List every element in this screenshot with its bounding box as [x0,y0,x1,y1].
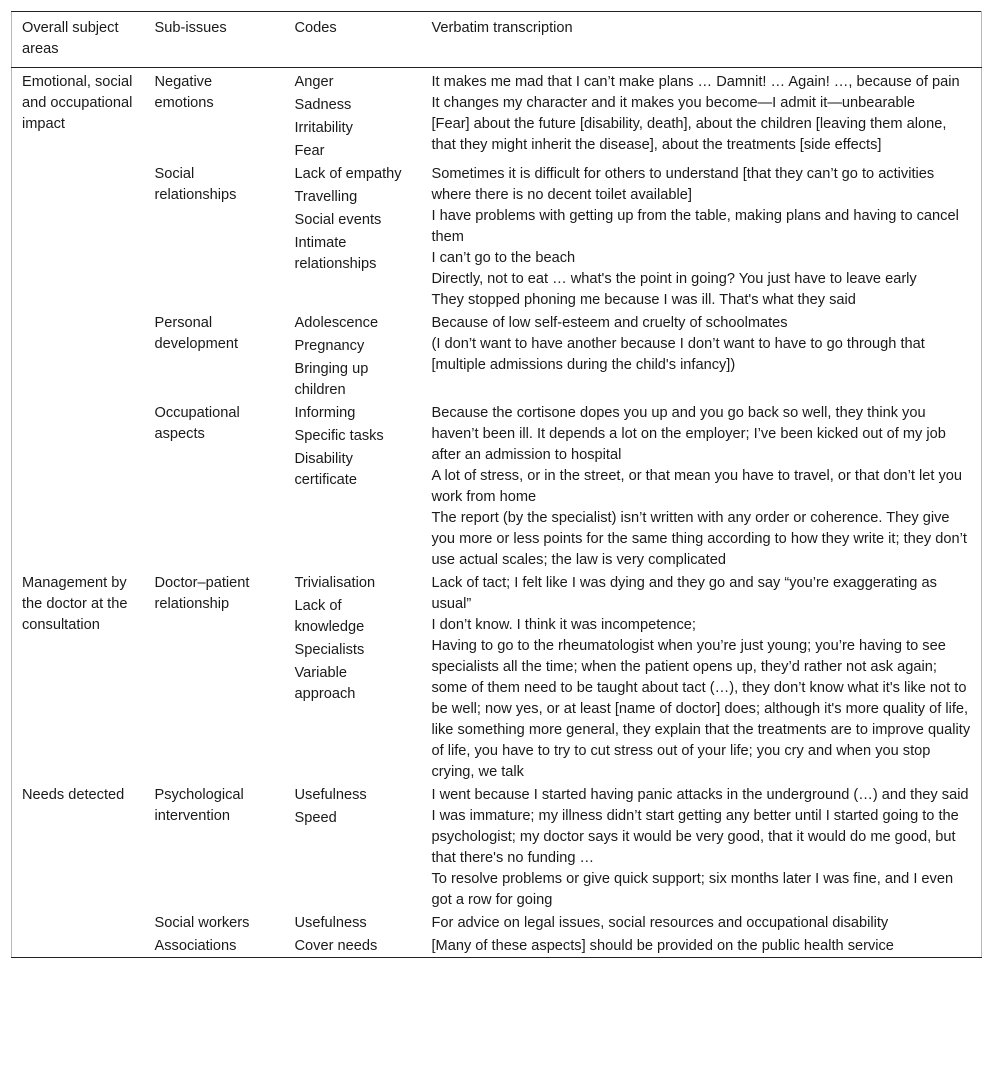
code-item: Disability certificate [294,451,357,488]
quote: The report (by the specialist) isn’t written with any order or coherence. They give you more or less points for the same thing according to how they write it; they don’t use actual scales; the law is very complicated [431,510,967,568]
codes-cell [285,934,422,958]
quote: For advice on legal issues, social resources and occupational disability [431,915,889,931]
table-row [12,934,982,958]
quote: I don’t know. I think it was incompetence; [431,617,696,633]
sub-issue-cell: Social workers [154,915,250,931]
code-item: Lack of knowledge [294,598,365,635]
verbatim-cell [422,571,982,783]
code-item: Pregnancy [294,338,365,354]
quote: [Many of these aspects] should be provided on the public health service [431,938,894,954]
quote: Having to go to the rheumatologist when you’re just young; you’re having to see specialists all the time; when the patient opens up, they’d rather not ask again; some of them need to be taught about tact (…), they don’t know what it's like not to be well; now yes, or at least [name of doctor] does; although it's more quality of life, like something more general, they explain that the treatments are to improve quality of life, you have to try to cut stress out of your life; you cry and when you stop crying, we talk [431,638,971,780]
table-row [12,401,982,571]
quote: I can’t go to the beach [431,250,576,266]
code-item: Intimate relationships [294,235,377,272]
quote: Sometimes it is difficult for others to understand [that they can’t go to activities where there is no decent toilet available] [431,166,935,203]
table-row [12,783,982,911]
table-row [12,68,982,163]
code-item: Variable approach [294,665,356,702]
quote: It makes me mad that I can’t make plans … Damnit! … Again! …, because of pain [431,74,960,90]
code-item: Travelling [294,189,358,205]
verbatim-cell [422,311,982,401]
codes-cell [285,401,422,571]
verbatim-cell [422,783,982,911]
codes-cell [285,911,422,934]
quote: [Fear] about the future [disability, death], about the children [leaving them alone, that they might inherit the disease], about the treatments [side effects] [431,116,947,153]
verbatim-cell [422,68,982,163]
verbatim-cell [422,162,982,311]
sub-issue-cell: Social relationships [154,166,237,203]
sub-issue-cell: Occupational aspects [154,405,240,442]
quote: (I don’t want to have another because I don’t want to have to go through that [multiple admissions during the child's infancy]) [431,336,925,373]
verbatim-cell [422,911,982,934]
quote: A lot of stress, or in the street, or that mean you have to travel, or that don’t let you work from home [431,468,963,505]
sub-issue-cell: Psychological intervention [154,787,244,824]
codes-cell [285,68,422,163]
quote: Lack of tact; I felt like I was dying and they go and say “you’re exaggerating as usual” [431,575,937,612]
quote: They stopped phoning me because I was ill. That's what they said [431,292,856,308]
code-item: Cover needs [294,938,378,954]
code-item: Sadness [294,97,352,113]
sub-issue-cell: Doctor–patient relationship [154,575,250,612]
sub-issue-cell: Personal development [154,315,239,352]
code-item: Usefulness [294,915,367,931]
verbatim-cell [422,934,982,958]
header-sub-issues: Sub-issues [145,12,285,68]
codes-cell [285,162,422,311]
verbatim-cell [422,401,982,571]
codes-cell [285,783,422,911]
code-item: Adolescence [294,315,379,331]
codes-cell [285,311,422,401]
area-cell: Emotional, social and occupational impact [12,68,145,163]
table-row [12,571,982,783]
quote: Directly, not to eat … what's the point in going? You just have to leave early [431,271,917,287]
sub-issue-cell: Associations [145,934,285,958]
quote: Because the cortisone dopes you up and you go back so well, they think you haven’t been ill. It depends a lot on the employer; I’ve been kicked out of my job after an admission to hospital [431,405,946,463]
table-container [11,11,981,958]
code-item: Anger [294,74,334,90]
area-cell [12,162,145,311]
code-item: Usefulness [294,787,367,803]
table-row [12,311,982,401]
area-cell: Needs detected [12,783,145,911]
quote: To resolve problems or give quick support; six months later I was fine, and I even got a row for going [431,871,954,908]
area-cell [12,311,145,401]
area-cell [12,911,145,934]
header-verbatim-transcription: Verbatim transcription [422,12,982,68]
quote: Because of low self-esteem and cruelty of schoolmates [431,315,788,331]
quote: It changes my character and it makes you become—I admit it—unbearable [431,95,915,111]
area-cell [12,401,145,571]
quote: I have problems with getting up from the table, making plans and having to cancel them [431,208,959,245]
sub-issue-cell: Negative emotions [154,74,214,111]
code-item: Irritability [294,120,353,136]
area-cell [12,934,145,958]
code-item: Specialists [294,642,365,658]
code-item: Informing [294,405,356,421]
header-overall-subject-areas: Overall subject areas [12,12,145,68]
codes-cell [285,571,422,783]
table-row [12,162,982,311]
code-item: Bringing up children [294,361,369,398]
quote: I went because I started having panic attacks in the underground (…) and they said I was immature; my illness didn’t start getting any better until I started going to the psychologist; my doctor says it would be very good, that it would do me good, but that there's no funding … [431,787,969,866]
code-item: Fear [294,143,325,159]
code-item: Speed [294,810,337,826]
table-row [12,911,982,934]
code-item: Lack of empathy [294,166,402,182]
header-row [12,12,982,68]
qualitative-results-table [11,11,982,958]
code-item: Social events [294,212,382,228]
code-item: Specific tasks [294,428,384,444]
area-cell: Management by the doctor at the consultation [12,571,145,783]
code-item: Trivialisation [294,575,376,591]
header-codes: Codes [285,12,422,68]
